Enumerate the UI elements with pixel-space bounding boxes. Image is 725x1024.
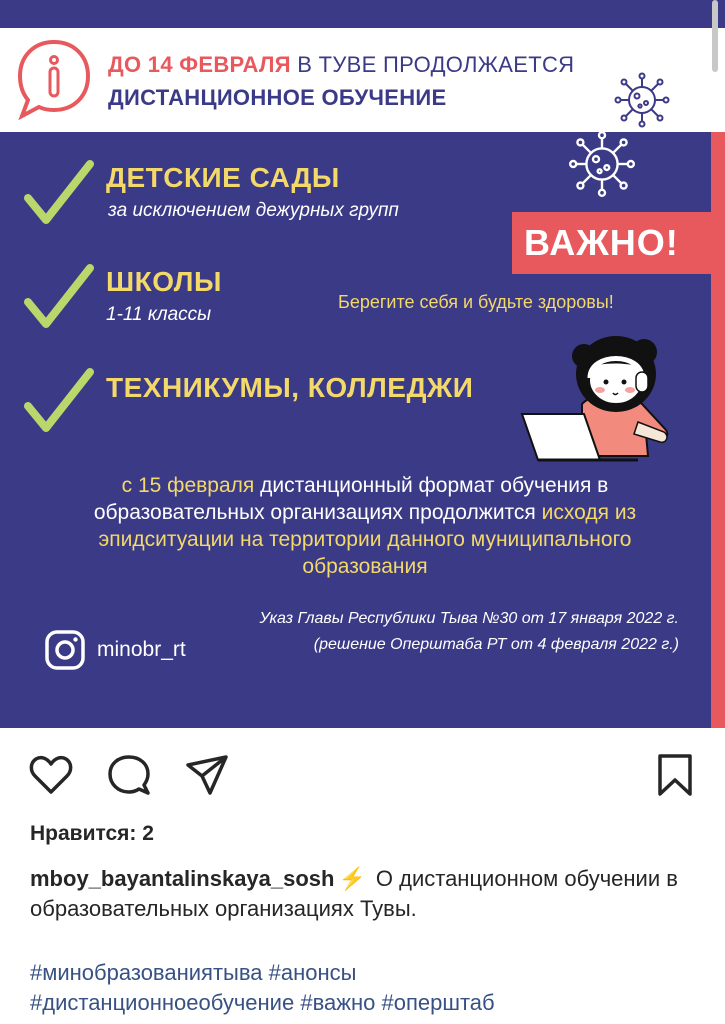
decree-line-1: Указ Главы Республики Тыва №30 от 17 января 2022 г. bbox=[259, 610, 679, 627]
item-subtitle-kindergartens: за исключением дежурных групп bbox=[108, 200, 399, 221]
hashtag-link[interactable]: #анонсы bbox=[268, 960, 357, 985]
hashtag-link[interactable]: #минобразованиятыва bbox=[30, 960, 263, 985]
decree-note bbox=[259, 606, 679, 658]
hashtag-link[interactable]: #важно bbox=[300, 990, 376, 1015]
post-caption bbox=[30, 864, 690, 924]
virus-icon bbox=[566, 128, 638, 200]
item-subtitle-schools: 1-11 классы bbox=[106, 304, 212, 325]
care-message: Берегите себя и будьте здоровы! bbox=[338, 292, 614, 312]
checkmark-icon bbox=[24, 366, 94, 436]
top-border bbox=[0, 0, 725, 28]
main-paragraph: с 15 февраля дистанционный формат обучения в образовательных организациях продолжится исходя из эпидситуации на территории данного муниципального образования bbox=[93, 474, 637, 578]
checkmark-icon bbox=[24, 158, 94, 228]
info-icon bbox=[14, 36, 94, 122]
lightning-icon: ⚡ bbox=[338, 866, 366, 891]
heart-icon[interactable] bbox=[28, 752, 74, 798]
send-icon[interactable] bbox=[184, 752, 230, 798]
hashtags bbox=[30, 958, 710, 1018]
bookmark-icon[interactable] bbox=[652, 752, 698, 798]
caption-text: О дистанционном обучении в образовательных организациях Тувы. bbox=[30, 866, 678, 921]
checkmark-icon bbox=[24, 262, 94, 332]
caption-username[interactable]: mboy_bayantalinskaya_sosh bbox=[30, 866, 335, 891]
header-line1: ДО 14 ФЕВРАЛЯ В ТУВЕ ПРОДОЛЖАЕТСЯ bbox=[108, 52, 575, 77]
likes-count[interactable]: Нравится: 2 bbox=[30, 822, 154, 845]
scrollbar-thumb[interactable] bbox=[712, 0, 718, 72]
comment-icon[interactable] bbox=[106, 752, 152, 798]
hashtag-link[interactable]: #дистанционноеобучение bbox=[30, 990, 295, 1015]
instagram-handle: minobr_rt bbox=[97, 638, 186, 661]
right-stripe bbox=[711, 132, 725, 728]
item-title-kindergartens: ДЕТСКИЕ САДЫ bbox=[106, 162, 340, 193]
item-title-schools: ШКОЛЫ bbox=[106, 266, 222, 297]
virus-icon bbox=[612, 70, 672, 130]
header-line2: ДИСТАНЦИОННОЕ ОБУЧЕНИЕ bbox=[108, 85, 447, 110]
hashtag-link[interactable]: #оперштаб bbox=[381, 990, 495, 1015]
important-label: ВАЖНО! bbox=[524, 222, 679, 263]
decree-line-2: (решение Оперштаба РТ от 4 февраля 2022 г.) bbox=[313, 636, 679, 653]
instagram-icon bbox=[44, 629, 86, 671]
girl-laptop-illustration bbox=[520, 322, 680, 470]
item-title-colleges: ТЕХНИКУМЫ, КОЛЛЕДЖИ bbox=[106, 372, 474, 403]
